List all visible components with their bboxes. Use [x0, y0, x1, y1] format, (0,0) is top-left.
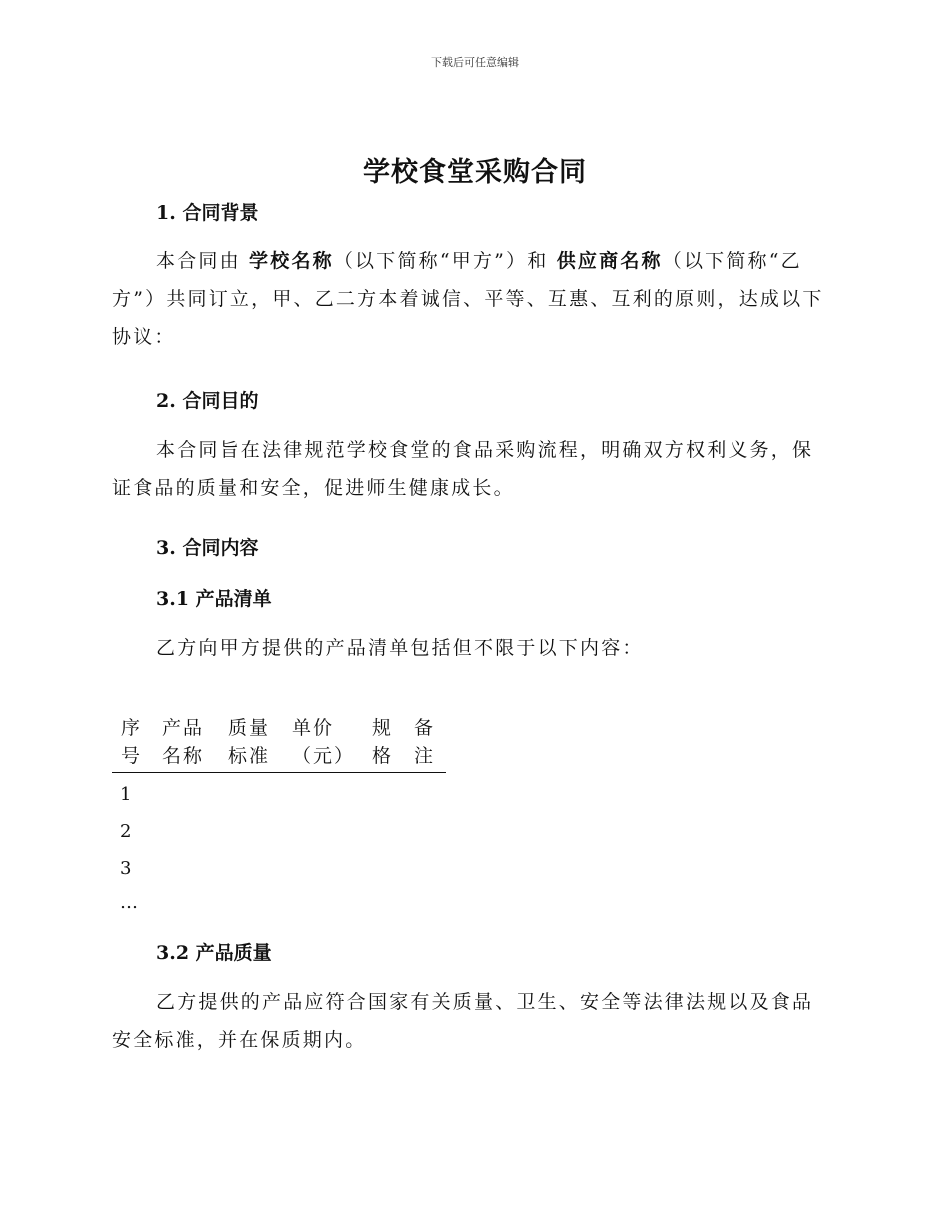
product-table — [112, 686, 446, 913]
section-2-paragraph: 本合同旨在法律规范学校食堂的食品采购流程，明确双方权利义务，保证食品的质量和安全，促进师生健康成长。 — [112, 439, 814, 499]
section-1-text-a: 本合同由 — [156, 250, 250, 272]
column-header-spec: 规格 — [372, 717, 394, 767]
column-header-note: 备注 — [414, 717, 436, 767]
section-1-heading: 1. 合同背景 — [156, 202, 259, 224]
section-3-1-heading: 3.1 产品清单 — [156, 588, 272, 610]
party-a-name: 学校名称 — [249, 250, 334, 272]
section-2-heading: 2. 合同目的 — [156, 390, 259, 412]
section-3-2-heading: 3.2 产品质量 — [156, 942, 272, 964]
product-table-header — [112, 686, 446, 773]
table-row: 1 — [120, 784, 132, 805]
section-1-text-c: （以下简称“乙方”）共同订立，甲、乙二方本着诚信、平等、互惠、互利的原则，达成以下协议： — [112, 250, 824, 348]
section-3-1-paragraph: 乙方向甲方提供的产品清单包括但不限于以下内容： — [156, 637, 644, 659]
section-3-2-paragraph: 乙方提供的产品应符合国家有关质量、卫生、安全等法律法规以及食品安全标准，并在保质期内。 — [112, 991, 814, 1051]
column-header-quality: 质量标准 — [228, 717, 271, 767]
section-1-text-b: （以下简称“甲方”）和 — [333, 250, 557, 272]
table-row: 2 — [120, 821, 132, 842]
column-header-product-name: 产品名称 — [162, 717, 205, 767]
table-row: 3 — [120, 858, 132, 879]
header-note: 下载后可任意编辑 — [431, 56, 519, 69]
party-b-name: 供应商名称 — [556, 250, 663, 272]
column-header-seq: 序号 — [121, 717, 143, 767]
table-row: … — [120, 892, 138, 913]
column-header-price: 单价（元） — [292, 717, 356, 767]
section-1-paragraph — [112, 242, 832, 356]
section-3-heading: 3. 合同内容 — [156, 537, 259, 559]
document-title: 学校食堂采购合同 — [363, 157, 587, 188]
